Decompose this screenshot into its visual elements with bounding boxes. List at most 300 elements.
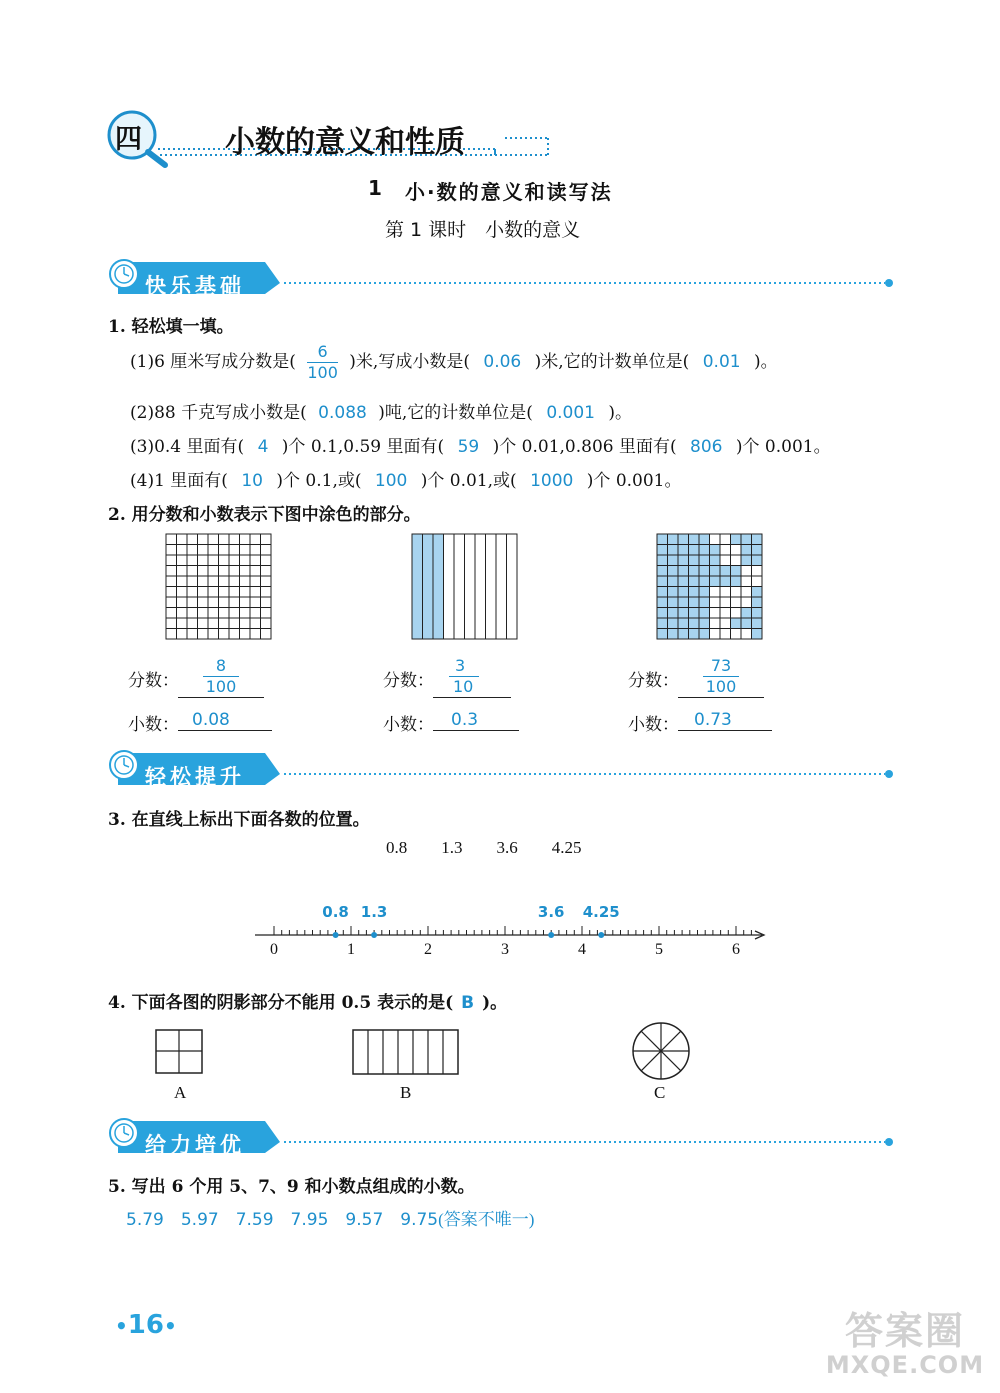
grid-cell xyxy=(219,545,230,556)
q1-p3-text-a: (3)0.4 里面有( xyxy=(130,437,245,457)
grid-cell xyxy=(741,629,752,640)
q1-p4-answer-2: 100 xyxy=(374,471,408,491)
q3-number: 1.3 xyxy=(441,838,463,857)
grid-cell xyxy=(741,587,752,598)
grid-cell xyxy=(741,608,752,619)
tick-label: 4 xyxy=(578,941,586,958)
q2-fig1-fraction xyxy=(178,656,264,698)
grid-cell xyxy=(678,629,689,640)
q1-p4-text-a: (4)1 里面有( xyxy=(130,471,228,491)
grid-cell xyxy=(240,576,251,587)
strip-column xyxy=(496,534,507,639)
q1-p2-text-c: )。 xyxy=(608,403,633,423)
grid-cell xyxy=(689,534,700,545)
grid-cell xyxy=(250,629,261,640)
grid-cell xyxy=(198,545,209,556)
grid-cell xyxy=(177,555,188,566)
grid-cell xyxy=(250,576,261,587)
watermark-line1: 答案圈 xyxy=(844,1309,965,1353)
grid-cell xyxy=(657,545,668,556)
grid-cell xyxy=(657,597,668,608)
grid-cell xyxy=(187,566,198,577)
grid-cell xyxy=(177,629,188,640)
grid-cell xyxy=(668,587,679,598)
rectangle-tenths-figure xyxy=(352,1029,462,1077)
grid-cell xyxy=(699,576,710,587)
grid-cell xyxy=(261,534,272,545)
grid-cell xyxy=(166,576,177,587)
strip-column xyxy=(486,534,497,639)
grid-cell xyxy=(166,566,177,577)
number-line xyxy=(250,895,780,965)
grid-cell xyxy=(261,545,272,556)
q1-p1-text-d: )。 xyxy=(753,352,778,372)
grid-cell xyxy=(699,597,710,608)
grid-cell xyxy=(710,597,721,608)
grid-cell xyxy=(261,629,272,640)
strip-column xyxy=(433,534,444,639)
grid-cell xyxy=(250,555,261,566)
grid-cell xyxy=(240,587,251,598)
grid-cell xyxy=(741,534,752,545)
q1-p1-answer-2: 0.06 xyxy=(483,352,522,372)
strip-column xyxy=(465,534,476,639)
q1-p1-answer-3: 0.01 xyxy=(702,352,741,372)
grid-cell xyxy=(250,608,261,619)
grid-cell xyxy=(198,555,209,566)
grid-cell xyxy=(689,587,700,598)
banner-basic-title: 快乐基础 xyxy=(145,274,245,298)
grid-cell xyxy=(678,608,689,619)
grid-cell xyxy=(752,576,763,587)
grid-cell xyxy=(741,618,752,629)
grid-cell xyxy=(668,566,679,577)
grid-cell xyxy=(689,576,700,587)
q5-title-text: 5. 写出 6 个用 5、7、9 和小数点组成的小数。 xyxy=(108,1177,475,1197)
grid-cell xyxy=(187,545,198,556)
q1-p1-text-b: )米,写成小数是( xyxy=(349,352,470,372)
q1-p1-fraction xyxy=(307,344,338,381)
q1-title-text: 1. 轻松填一填。 xyxy=(108,317,234,337)
grid-cell xyxy=(668,618,679,629)
grid-cell xyxy=(699,608,710,619)
q1-part4 xyxy=(130,466,682,491)
grid-cell xyxy=(229,566,240,577)
grid-cell xyxy=(166,587,177,598)
unit-number: 四 xyxy=(115,124,142,155)
q1-p3-text-c: )个 0.01,0.806 里面有( xyxy=(492,437,677,457)
fraction-numerator: 73 xyxy=(710,656,732,675)
grid-cell xyxy=(240,629,251,640)
grid-cell xyxy=(668,534,679,545)
grid-cell xyxy=(229,608,240,619)
grid-cell xyxy=(720,545,731,556)
grid-cell xyxy=(166,555,177,566)
q4-label-c: C xyxy=(654,1083,666,1102)
grid-cell xyxy=(219,576,230,587)
grid-cell xyxy=(261,597,272,608)
grid-cell xyxy=(678,618,689,629)
grid-cell xyxy=(229,618,240,629)
q1-p2-answer-1: 0.088 xyxy=(318,403,367,423)
page-number-value: 16 xyxy=(127,1310,164,1340)
grid-cell xyxy=(731,597,742,608)
grid-cell xyxy=(208,566,219,577)
grid-cell xyxy=(731,618,742,629)
grid-cell xyxy=(177,576,188,587)
q1-p4-answer-3: 1000 xyxy=(530,471,574,491)
grid-cell xyxy=(208,629,219,640)
grid-cell xyxy=(177,618,188,629)
grid-cell xyxy=(208,555,219,566)
q1-p4-text-b: )个 0.1,或( xyxy=(276,471,362,491)
grid-cell xyxy=(752,618,763,629)
grid-cell xyxy=(678,534,689,545)
grid-cell xyxy=(689,545,700,556)
q1-p1-text-c: )米,它的计数单位是( xyxy=(534,352,690,372)
grid-cell xyxy=(752,608,763,619)
grid-cell xyxy=(187,597,198,608)
grid-cell xyxy=(657,534,668,545)
q1-p3-answer-2: 59 xyxy=(457,437,480,457)
grid-cell xyxy=(741,545,752,556)
grid-cell xyxy=(689,629,700,640)
grid-cell xyxy=(219,587,230,598)
q1-p4-text-d: )个 0.001。 xyxy=(586,471,682,491)
strip-column xyxy=(507,534,518,639)
watermark-line2: MXQE.COM xyxy=(825,1351,985,1379)
grid-cell xyxy=(219,555,230,566)
q1-p3-text-b: )个 0.1,0.59 里面有( xyxy=(281,437,445,457)
grid-100-figure-2 xyxy=(656,533,764,641)
grid-cell xyxy=(229,587,240,598)
grid-cell xyxy=(710,545,721,556)
grid-cell xyxy=(720,566,731,577)
grid-cell xyxy=(752,587,763,598)
grid-cell xyxy=(720,618,731,629)
grid-cell xyxy=(668,608,679,619)
q2-fig3-dec-label: 小数： xyxy=(628,715,679,735)
grid-cell xyxy=(250,566,261,577)
q2-fig2-dec-label: 小数： xyxy=(383,715,434,735)
grid-cell xyxy=(668,555,679,566)
tick-label: 6 xyxy=(732,941,740,958)
grid-cell xyxy=(261,555,272,566)
grid-cell xyxy=(689,618,700,629)
grid-cell xyxy=(187,629,198,640)
grid-cell xyxy=(752,555,763,566)
grid-cell xyxy=(198,576,209,587)
grid-cell xyxy=(187,555,198,566)
grid-cell xyxy=(720,576,731,587)
strip-10-figure xyxy=(411,533,519,641)
q1-p2-text-a: (2)88 千克写成小数是( xyxy=(130,403,307,423)
grid-cell xyxy=(720,587,731,598)
grid-cell xyxy=(198,566,209,577)
grid-cell xyxy=(741,566,752,577)
q2-fig2-frac-label: 分数： xyxy=(383,671,434,691)
grid-cell xyxy=(689,608,700,619)
grid-cell xyxy=(229,576,240,587)
grid-cell xyxy=(689,597,700,608)
q5-title xyxy=(108,1172,475,1197)
grid-cell xyxy=(166,534,177,545)
marked-point xyxy=(371,932,377,938)
grid-cell xyxy=(187,534,198,545)
q2-fig2-decimal: 0.3 xyxy=(433,710,519,731)
q5-answers xyxy=(126,1205,534,1230)
grid-cell xyxy=(678,555,689,566)
tick-label: 1 xyxy=(347,941,355,958)
point-label: 4.25 xyxy=(582,903,620,921)
grid-cell xyxy=(240,608,251,619)
grid-cell xyxy=(166,629,177,640)
grid-cell xyxy=(250,618,261,629)
q5-note: (答案不唯一) xyxy=(438,1210,535,1229)
watermark-logo xyxy=(820,1300,990,1379)
strip-column xyxy=(475,534,486,639)
q2-fig1-dec-label: 小数： xyxy=(128,715,179,735)
grid-cell xyxy=(752,566,763,577)
grid-cell xyxy=(731,566,742,577)
grid-cell xyxy=(166,597,177,608)
grid-cell xyxy=(219,629,230,640)
grid-cell xyxy=(689,566,700,577)
fraction-denominator: 100 xyxy=(307,363,338,382)
q2-title-text: 2. 用分数和小数表示下图中涂色的部分。 xyxy=(108,505,421,525)
grid-cell xyxy=(208,587,219,598)
grid-cell xyxy=(657,618,668,629)
grid-cell xyxy=(657,576,668,587)
grid-cell xyxy=(240,597,251,608)
grid-cell xyxy=(177,566,188,577)
grid-cell xyxy=(689,555,700,566)
grid-cell xyxy=(208,597,219,608)
q4-label-a: A xyxy=(174,1083,187,1102)
grid-cell xyxy=(720,608,731,619)
q4-label-b: B xyxy=(400,1083,412,1102)
marked-point xyxy=(333,932,339,938)
fraction-numerator: 8 xyxy=(215,656,227,675)
fraction-denominator: 100 xyxy=(705,677,737,696)
grid-cell xyxy=(229,597,240,608)
q3-title-text: 3. 在直线上标出下面各数的位置。 xyxy=(108,810,370,830)
grid-cell xyxy=(219,618,230,629)
grid-cell xyxy=(699,587,710,598)
q3-number: 4.25 xyxy=(551,838,582,857)
grid-cell xyxy=(668,629,679,640)
grid-cell xyxy=(261,566,272,577)
grid-cell xyxy=(198,597,209,608)
grid-cell xyxy=(198,587,209,598)
q1-p2-answer-2: 0.001 xyxy=(546,403,595,423)
grid-cell xyxy=(240,534,251,545)
grid-cell xyxy=(731,545,742,556)
grid-cell xyxy=(699,555,710,566)
fraction-denominator: 10 xyxy=(453,677,474,696)
grid-cell xyxy=(261,587,272,598)
marked-point xyxy=(598,932,604,938)
q1-p4-text-c: )个 0.01,或( xyxy=(420,471,517,491)
grid-cell xyxy=(250,587,261,598)
dot-icon: • xyxy=(115,1314,128,1338)
grid-cell xyxy=(177,545,188,556)
lesson-title: 第 1 课时 小数的意义 xyxy=(385,219,581,241)
q4-title xyxy=(108,988,507,1013)
grid-cell xyxy=(219,597,230,608)
grid-cell xyxy=(720,555,731,566)
tick-label: 3 xyxy=(501,941,509,958)
q1-p3-answer-1: 4 xyxy=(257,437,269,457)
q2-fig3-fraction xyxy=(678,656,764,698)
grid-cell xyxy=(261,618,272,629)
strip-column xyxy=(454,534,465,639)
grid-cell xyxy=(699,629,710,640)
grid-cell xyxy=(198,629,209,640)
tick-label: 0 xyxy=(270,941,278,958)
square-quarters-figure xyxy=(155,1029,205,1075)
q2-fig3-decimal: 0.73 xyxy=(678,710,772,731)
tick-label: 5 xyxy=(655,941,663,958)
grid-cell xyxy=(250,545,261,556)
grid-cell xyxy=(208,534,219,545)
grid-cell xyxy=(229,545,240,556)
grid-cell xyxy=(678,597,689,608)
grid-cell xyxy=(177,597,188,608)
grid-cell xyxy=(187,576,198,587)
grid-cell xyxy=(198,608,209,619)
grid-cell xyxy=(208,545,219,556)
fraction-numerator: 6 xyxy=(307,344,338,363)
grid-cell xyxy=(198,534,209,545)
fraction-denominator: 100 xyxy=(205,677,237,696)
q3-number: 3.6 xyxy=(496,838,518,857)
strip-column xyxy=(412,534,423,639)
grid-cell xyxy=(166,618,177,629)
marked-point xyxy=(548,932,554,938)
q1-part1 xyxy=(130,344,778,381)
grid-cell xyxy=(699,534,710,545)
grid-cell xyxy=(657,629,668,640)
grid-cell xyxy=(240,545,251,556)
grid-cell xyxy=(741,576,752,587)
grid-cell xyxy=(741,597,752,608)
grid-cell xyxy=(710,576,721,587)
grid-cell xyxy=(177,587,188,598)
q1-part3 xyxy=(130,432,831,457)
q3-number: 0.8 xyxy=(386,838,408,857)
grid-cell xyxy=(261,576,272,587)
grid-cell xyxy=(720,597,731,608)
grid-cell xyxy=(710,587,721,598)
grid-cell xyxy=(731,587,742,598)
grid-cell xyxy=(229,629,240,640)
q4-title-text-a: 4. 下面各图的阴影部分不能用 0.5 表示的是( xyxy=(108,993,454,1013)
grid-cell xyxy=(752,545,763,556)
grid-cell xyxy=(710,608,721,619)
grid-cell xyxy=(166,545,177,556)
q4-title-text-b: )。 xyxy=(482,993,508,1013)
unit-title: 小数的意义和性质 xyxy=(225,125,465,160)
grid-cell xyxy=(261,608,272,619)
section-number: 1 xyxy=(368,176,382,200)
grid-cell xyxy=(699,618,710,629)
grid-cell xyxy=(752,534,763,545)
grid-cell xyxy=(710,534,721,545)
grid-cell xyxy=(678,566,689,577)
q2-title xyxy=(108,500,421,525)
grid-cell xyxy=(710,566,721,577)
point-label: 0.8 xyxy=(322,903,349,921)
grid-cell xyxy=(752,629,763,640)
grid-cell xyxy=(198,618,209,629)
q1-part2 xyxy=(130,398,632,423)
grid-cell xyxy=(240,566,251,577)
grid-cell xyxy=(240,555,251,566)
section-title: 小·数的意义和读写法 xyxy=(405,180,613,204)
q3-numbers xyxy=(386,838,582,858)
q2-fig2-fraction xyxy=(433,656,511,698)
point-label: 1.3 xyxy=(360,903,388,921)
grid-cell xyxy=(657,587,668,598)
grid-cell xyxy=(187,587,198,598)
grid-cell xyxy=(731,629,742,640)
grid-cell xyxy=(657,608,668,619)
q1-p1-text-a: (1)6 厘米写成分数是( xyxy=(130,352,296,372)
grid-cell xyxy=(250,534,261,545)
grid-cell xyxy=(731,534,742,545)
banner-advanced-title: 给力培优 xyxy=(145,1133,245,1157)
grid-100-figure-1 xyxy=(165,533,273,641)
grid-cell xyxy=(668,545,679,556)
q4-answer: B xyxy=(461,993,475,1013)
grid-cell xyxy=(208,618,219,629)
grid-cell xyxy=(219,534,230,545)
q2-fig3-frac-label: 分数： xyxy=(628,671,679,691)
grid-cell xyxy=(187,608,198,619)
grid-cell xyxy=(177,534,188,545)
rectangle-outline xyxy=(353,1030,458,1074)
page-number xyxy=(115,1310,177,1340)
q1-title xyxy=(108,312,234,337)
grid-cell xyxy=(657,555,668,566)
grid-cell xyxy=(731,555,742,566)
grid-cell xyxy=(731,576,742,587)
grid-cell xyxy=(229,555,240,566)
strip-column xyxy=(444,534,455,639)
grid-cell xyxy=(668,576,679,587)
grid-cell xyxy=(187,618,198,629)
grid-cell xyxy=(219,566,230,577)
grid-cell xyxy=(166,608,177,619)
q2-fig1-decimal: 0.08 xyxy=(178,710,272,731)
grid-cell xyxy=(720,629,731,640)
grid-cell xyxy=(710,555,721,566)
grid-cell xyxy=(731,608,742,619)
grid-cell xyxy=(208,576,219,587)
grid-cell xyxy=(668,597,679,608)
grid-cell xyxy=(710,618,721,629)
grid-cell xyxy=(678,545,689,556)
strip-column xyxy=(423,534,434,639)
grid-cell xyxy=(219,608,230,619)
point-label: 3.6 xyxy=(537,903,565,921)
grid-cell xyxy=(710,629,721,640)
grid-cell xyxy=(699,566,710,577)
grid-cell xyxy=(229,534,240,545)
q1-p3-answer-3: 806 xyxy=(690,437,723,457)
q2-fig1-frac-label: 分数： xyxy=(128,671,179,691)
